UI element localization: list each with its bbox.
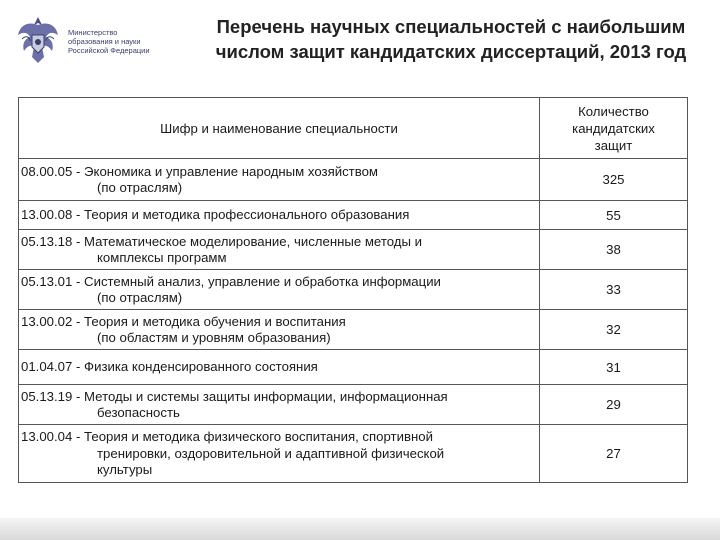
specialty-text: (по областям и уровням образования)	[97, 330, 331, 345]
count-cell: 33	[540, 270, 688, 310]
specialty-text: тренировки, оздоровительной и адаптивной физической	[97, 445, 445, 461]
header-count	[540, 98, 688, 159]
header-specialty: Шифр и наименование специальности	[19, 98, 540, 159]
table-row	[19, 201, 688, 230]
count-cell: 55	[540, 201, 688, 230]
specialty-text: 05.13.01 - Системный анализ, управление и обработка информации	[21, 273, 441, 289]
specialty-text: культуры	[97, 462, 153, 478]
specialty-cell	[19, 270, 540, 310]
specialty-cell	[19, 159, 540, 201]
count-cell: 325	[540, 159, 688, 201]
table-row	[19, 425, 688, 483]
header-count-line: кандидатских	[572, 120, 655, 136]
ministry-line: образования и науки	[68, 36, 141, 46]
table-row	[19, 385, 688, 425]
ministry-line: Российской Федерации	[68, 45, 150, 55]
specialty-cell	[19, 230, 540, 270]
specialty-text: 13.00.02 - Теория и методика обучения и воспитания	[21, 313, 346, 329]
specialty-text: 05.13.18 - Математическое моделирование, численные методы и	[21, 233, 422, 249]
count-cell: 32	[540, 310, 688, 350]
ministry-logo	[14, 12, 214, 70]
table-header-row	[19, 98, 688, 159]
specialty-cell	[19, 350, 540, 385]
ministry-name	[68, 28, 158, 55]
page-title	[196, 14, 706, 64]
header-count-line: Количество	[578, 103, 649, 119]
specialty-text: 08.00.05 - Экономика и управление народным хозяйством	[21, 163, 378, 179]
specialty-cell	[19, 385, 540, 425]
specialties-table	[18, 97, 688, 483]
specialty-text: 05.13.19 - Методы и системы защиты информации, информационная	[21, 388, 448, 404]
specialty-text: 13.00.08 - Теория и методика профессионального образования	[21, 207, 410, 223]
double-headed-eagle-emblem-icon	[14, 13, 62, 69]
specialty-cell	[19, 425, 540, 483]
title-line: Перечень научных специальностей с наибольшим	[216, 16, 686, 37]
header-count-line: защит	[594, 137, 633, 153]
table-row	[19, 270, 688, 310]
specialty-text: 13.00.04 - Теория и методика физического воспитания, спортивной	[21, 429, 433, 445]
specialty-cell	[19, 201, 540, 230]
specialty-text: комплексы программ	[97, 250, 227, 265]
table-row	[19, 230, 688, 270]
footer-bar	[0, 518, 720, 540]
ministry-line: Министерство	[68, 27, 118, 37]
table-row	[19, 350, 688, 385]
specialty-text: (по отраслям)	[97, 180, 183, 195]
specialty-cell	[19, 310, 540, 350]
title-line: числом защит кандидатских диссертаций, 2013 год	[215, 41, 687, 62]
count-cell: 31	[540, 350, 688, 385]
count-cell: 29	[540, 385, 688, 425]
specialty-text: 01.04.07 - Физика конденсированного состояния	[21, 359, 318, 375]
count-cell: 27	[540, 425, 688, 483]
table-row	[19, 159, 688, 201]
count-cell: 38	[540, 230, 688, 270]
specialty-text: безопасность	[97, 405, 180, 420]
specialty-text: (по отраслям)	[97, 290, 183, 305]
table-row	[19, 310, 688, 350]
